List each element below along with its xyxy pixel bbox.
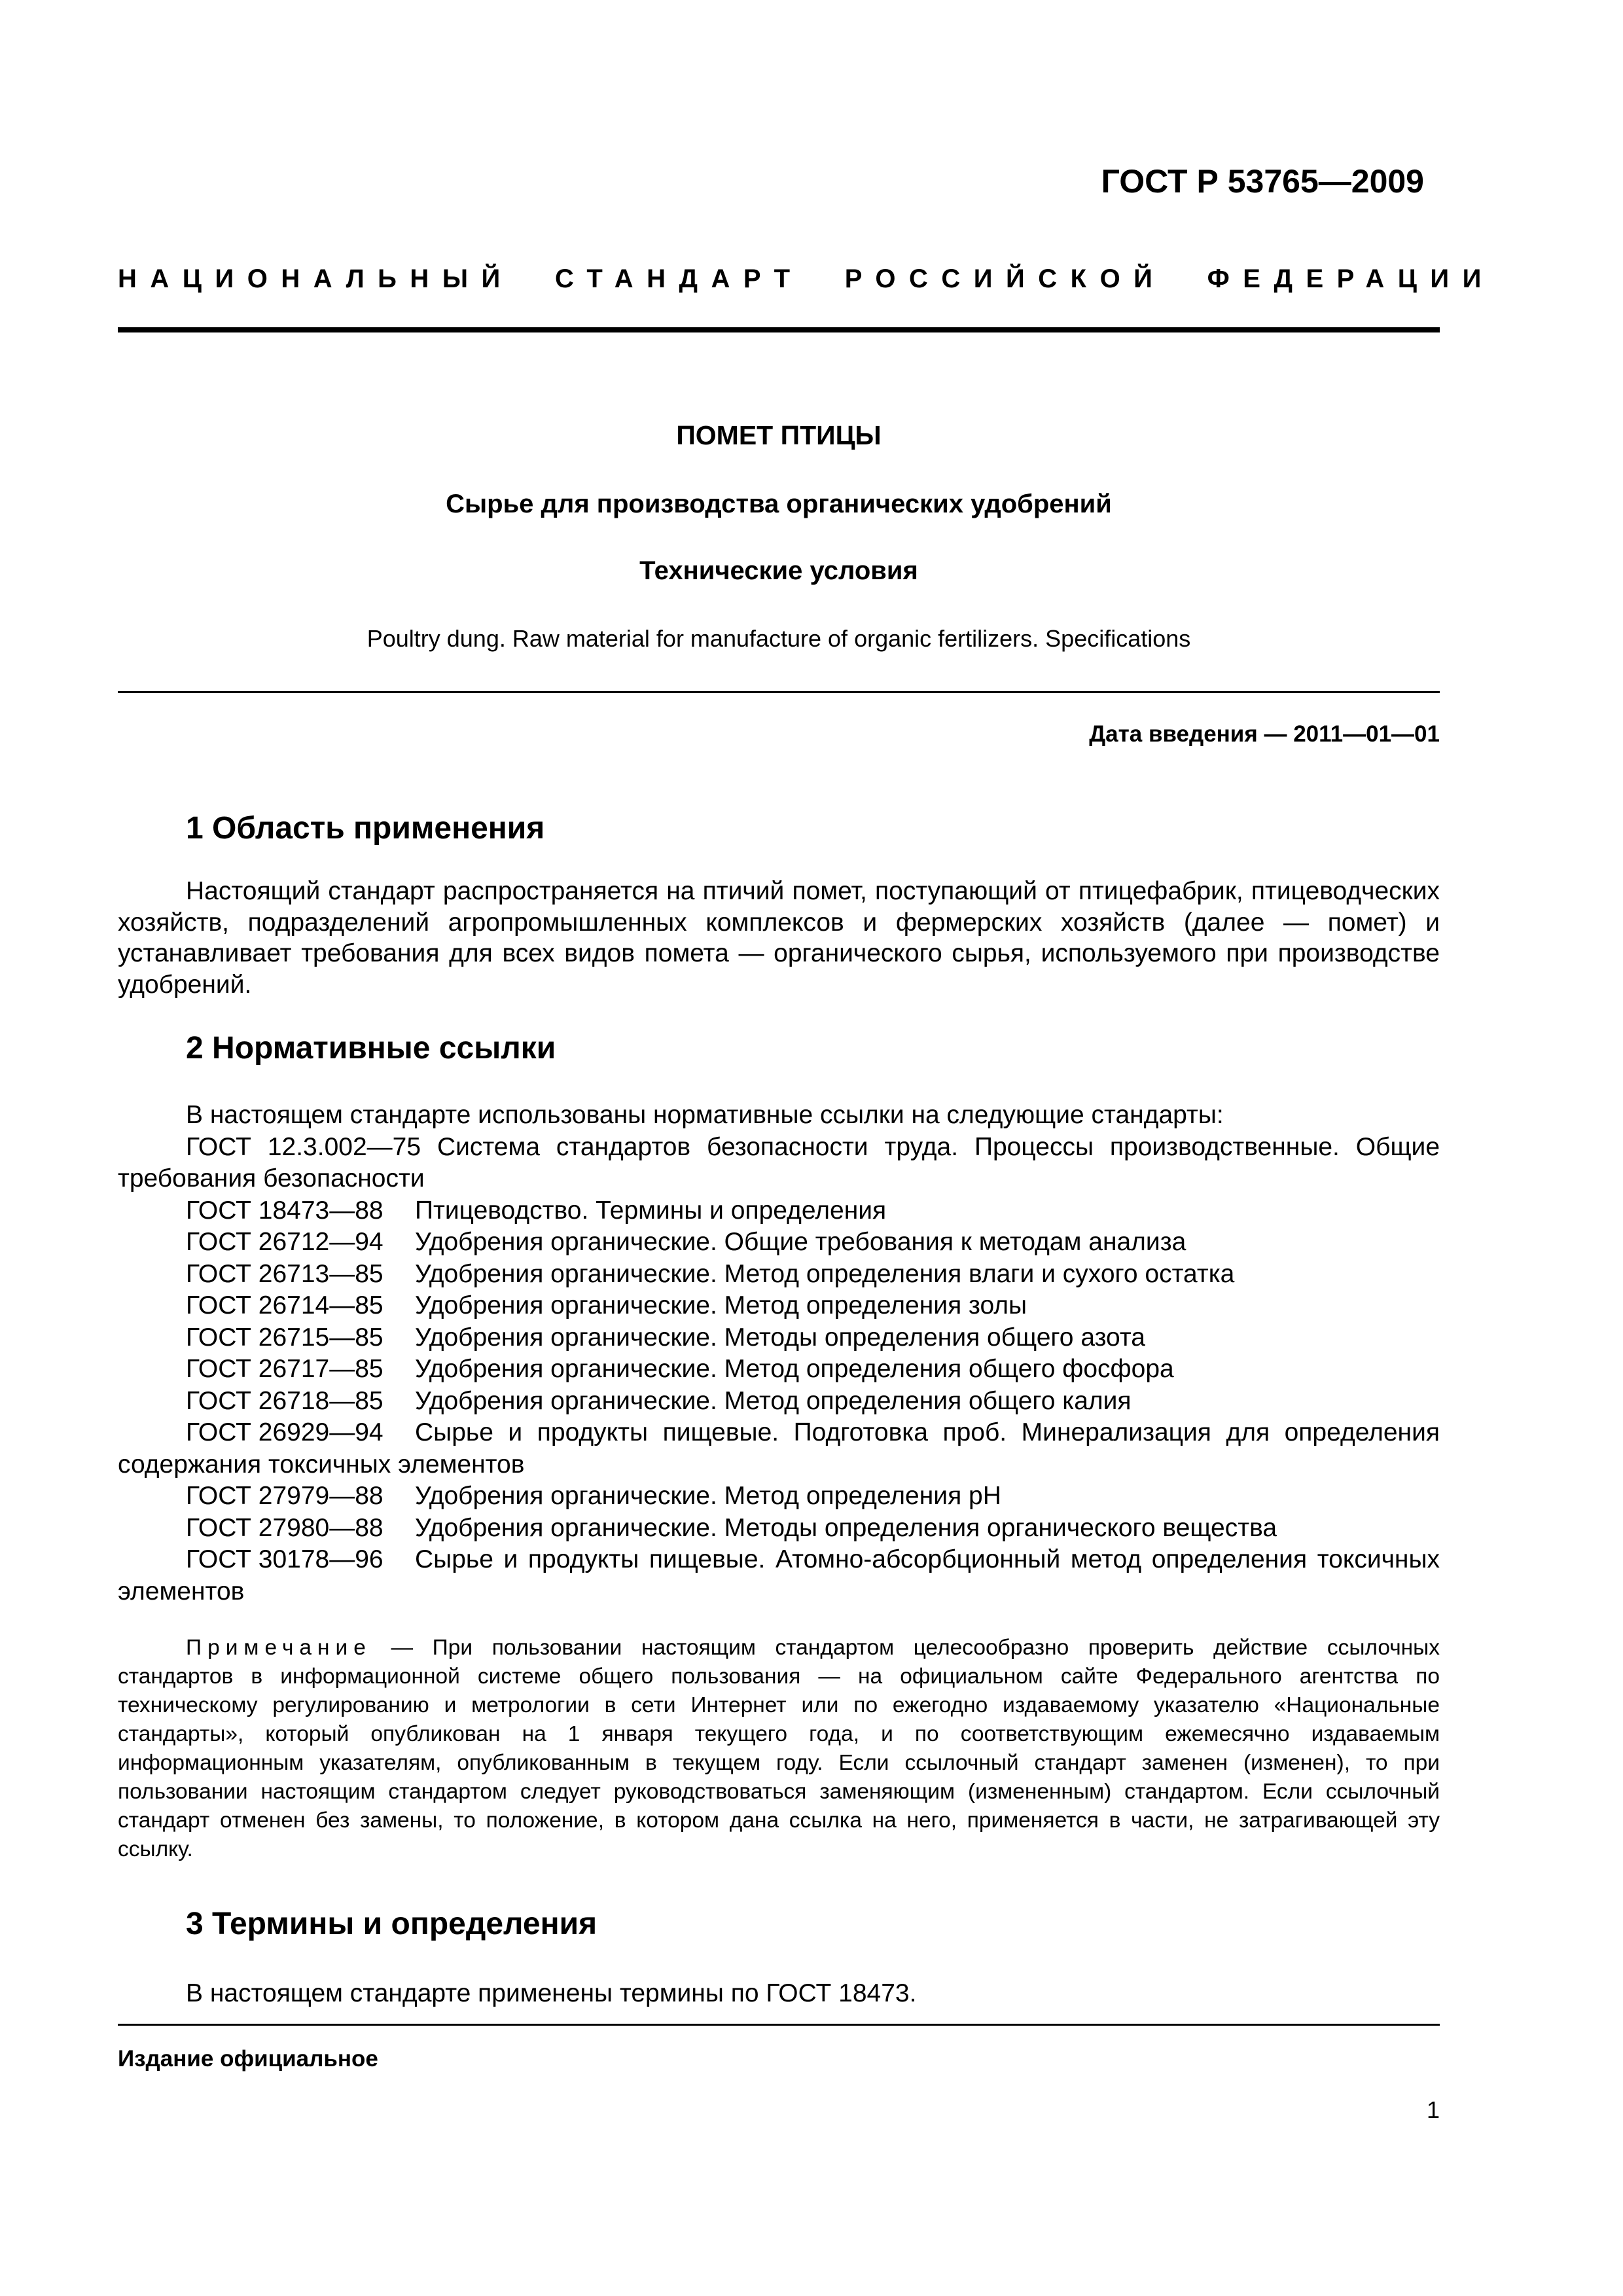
reference-item — [118, 1195, 1440, 1227]
section-2-heading: 2 Нормативные ссылки — [186, 1031, 556, 1066]
reference-item — [118, 1259, 1440, 1291]
national-standard-banner: НАЦИОНАЛЬНЫЙ СТАНДАРТ РОССИЙСКОЙ ФЕДЕРАЦИИ — [118, 264, 1495, 293]
reference-code: ГОСТ 12.3.002—75 — [186, 1132, 421, 1161]
reference-title: Сырье и продукты пищевые. Подготовка проб. Минерализация для определения содержания токсичных элементов — [118, 1418, 1440, 1479]
reference-title: Удобрения органические. Метод определения общего калия — [415, 1386, 1132, 1415]
note-label: Примечание — [186, 1636, 372, 1660]
section-1-text: Настоящий стандарт распространяется на птичий помет, поступающий от птицефабрик, птицеводческих хозяйств, подразделений агропромышленных комплексов и фермерских хозяйств (далее — помет) и устанавливает требования для всех видов помета — органического сырья, используемого при производстве удобрений. — [118, 877, 1440, 999]
document-kind: Технические условия — [639, 556, 918, 585]
references-note — [118, 1634, 1440, 1864]
reference-code: ГОСТ 26712—94 — [186, 1228, 383, 1256]
references-intro: В настоящем стандарте использованы нормативные ссылки на следующие стандарты: — [186, 1101, 1224, 1129]
reference-title: Удобрения органические. Методы определения органического вещества — [415, 1513, 1277, 1542]
reference-code: ГОСТ 26717—85 — [186, 1355, 383, 1383]
document-subtitle: Сырье для производства органических удобрений — [446, 490, 1112, 518]
reference-code: ГОСТ 26718—85 — [186, 1386, 383, 1415]
reference-item — [118, 1227, 1440, 1259]
reference-code: ГОСТ 26715—85 — [186, 1323, 383, 1352]
footer-rule — [118, 2024, 1440, 2026]
header-rule — [118, 327, 1440, 332]
normative-references — [118, 1100, 1440, 1607]
reference-code: ГОСТ 26929—94 — [186, 1418, 383, 1446]
reference-code: ГОСТ 26714—85 — [186, 1291, 383, 1319]
reference-item — [118, 1132, 1440, 1195]
reference-code: ГОСТ 27980—88 — [186, 1513, 383, 1542]
reference-item — [118, 1386, 1440, 1418]
reference-item — [118, 1322, 1440, 1354]
introduction-date: Дата введения — 2011—01—01 — [1089, 721, 1440, 747]
reference-item — [118, 1480, 1440, 1513]
reference-code: ГОСТ 27979—88 — [186, 1482, 383, 1510]
reference-item — [118, 1417, 1440, 1480]
document-code: ГОСТ Р 53765—2009 — [1101, 163, 1424, 200]
english-title: Poultry dung. Raw material for manufacture of organic fertilizers. Specifications — [366, 625, 1191, 652]
section-3-text: В настоящем стандарте применены термины по ГОСТ 18473. — [186, 1979, 917, 2007]
reference-code: ГОСТ 26713—85 — [186, 1259, 383, 1288]
reference-item — [118, 1290, 1440, 1322]
reference-code: ГОСТ 18473—88 — [186, 1196, 383, 1225]
document-title: ПОМЕТ ПТИЦЫ — [676, 420, 882, 450]
note-text: — При пользовании настоящим стандартом целесообразно проверить действие ссылочных стандартов в информационной системе общего пользования — на официальном сайте Федерального агентства по техническому регулированию и метрологии в сети Интернет или по ежегодно издаваемому указателю «Национальные стандарты», который опубликован на 1 января текущего года, и по соответствующим ежемесячно издаваемым информационным указателям, опубликованным в текущем году. Если ссылочный стандарт заменен (изменен), то при пользовании настоящим стандартом следует руководствоваться заменяющим (измененным) стандартом. Если ссылочный стандарт отменен без замены, то положение, в котором дана ссылка на него, применяется в части, не затрагивающей эту ссылку. — [118, 1636, 1440, 1861]
reference-title: Удобрения органические. Общие требования к методам анализа — [415, 1228, 1186, 1256]
reference-item — [118, 1544, 1440, 1607]
reference-title: Система стандартов безопасности труда. Процессы производственные. Общие требования безопасности — [118, 1132, 1440, 1193]
reference-item — [118, 1513, 1440, 1545]
reference-title: Удобрения органические. Метод определения pH — [415, 1482, 1001, 1510]
reference-title: Сырье и продукты пищевые. Атомно-абсорбционный метод определения токсичных элементов — [118, 1545, 1440, 1605]
reference-item — [118, 1354, 1440, 1386]
reference-title: Птицеводство. Термины и определения — [415, 1196, 887, 1225]
reference-title: Удобрения органические. Метод определения общего фосфора — [415, 1355, 1174, 1383]
reference-code: ГОСТ 30178—96 — [186, 1545, 383, 1573]
reference-title: Удобрения органические. Метод определения влаги и сухого остатка — [415, 1259, 1235, 1288]
reference-title: Удобрения органические. Метод определения золы — [415, 1291, 1027, 1319]
reference-title: Удобрения органические. Методы определения общего азота — [415, 1323, 1145, 1352]
section-1-heading: 1 Область применения — [186, 811, 545, 846]
section-3-heading: 3 Термины и определения — [186, 1907, 597, 1941]
title-rule — [118, 691, 1440, 693]
edition-label: Издание официальное — [118, 2046, 378, 2072]
page-number: 1 — [1426, 2096, 1440, 2123]
